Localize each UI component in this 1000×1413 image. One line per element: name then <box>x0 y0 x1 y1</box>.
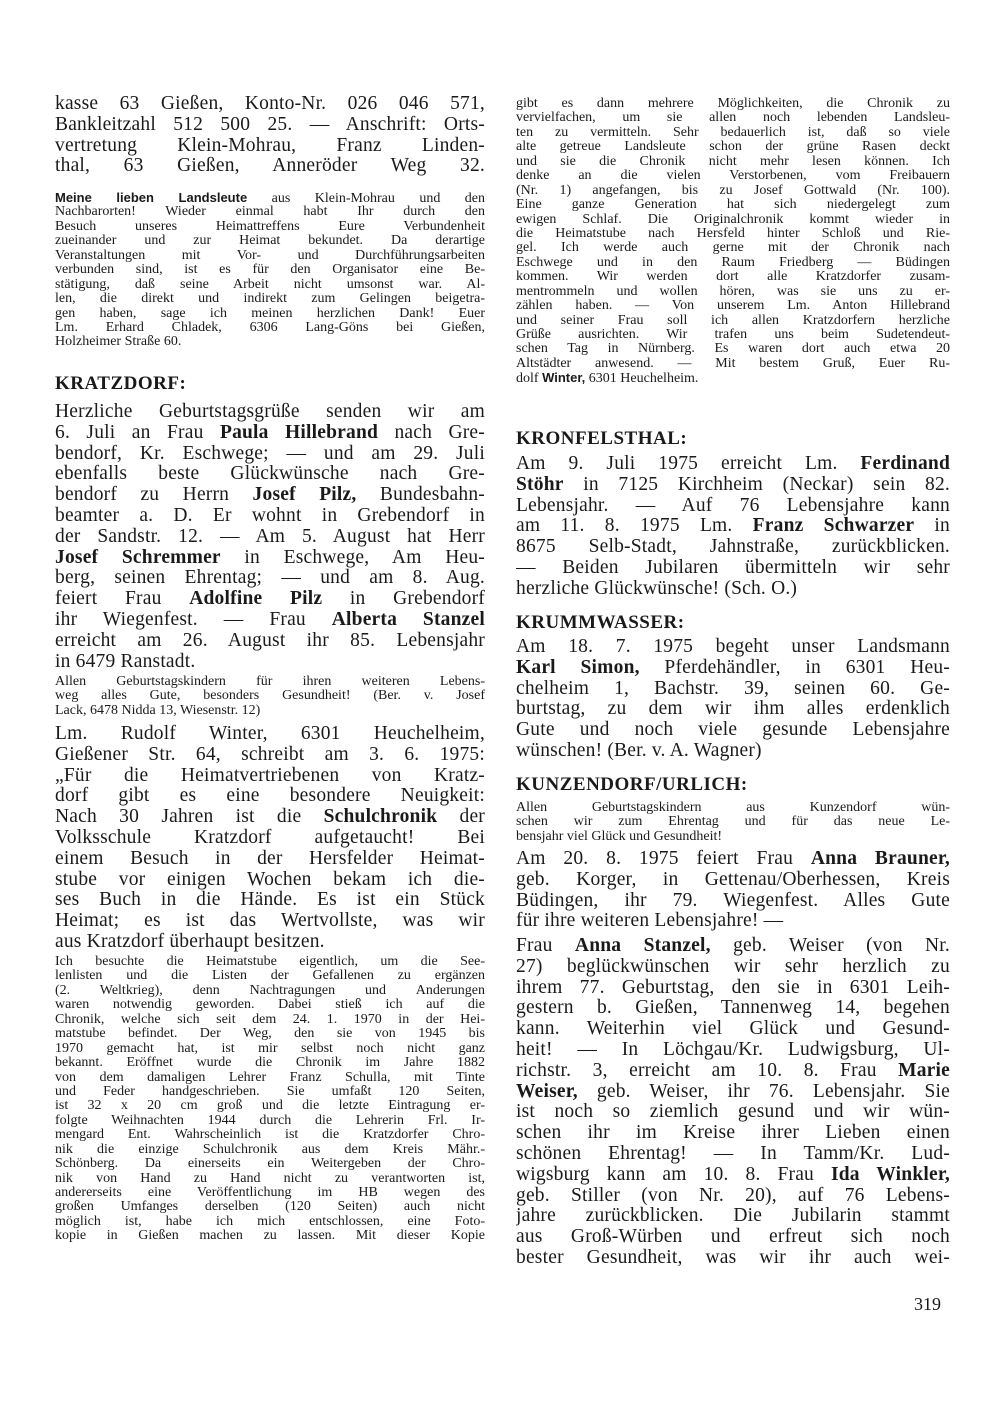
text-line <box>516 579 950 600</box>
text-line <box>55 1114 485 1128</box>
text-run: chelheim 1, Bachstr. 39, seinen 60. Ge- <box>516 678 950 699</box>
text-run: geb. Stiller (von Nr. 20), auf 76 Lebens- <box>516 1185 950 1206</box>
text-run: Gute und noch viele gesunde Lebensjahre <box>516 720 950 741</box>
text-line <box>516 1186 950 1207</box>
text-run: 8675 Selb-Stadt, Jahnstraße, zurückblicken. <box>516 537 950 558</box>
text-line <box>516 911 950 932</box>
text-line <box>516 1019 950 1040</box>
text-run: 6301 Heuchelheim. <box>585 371 699 386</box>
text-line <box>55 485 485 506</box>
text-run: Nach 30 Jahren ist die <box>55 807 324 828</box>
text-line <box>55 548 485 569</box>
bold-name: Meine lieben Landsleute <box>55 191 248 205</box>
text-run: die Heimatstube nach Hersfeld hinter Schloß und Rie- <box>516 226 950 241</box>
text-line <box>55 911 485 932</box>
text-line <box>55 969 485 983</box>
bold-name: Winter, <box>542 371 586 386</box>
text-line <box>516 371 950 385</box>
text-line <box>55 589 485 610</box>
bold-name: Marie <box>898 1060 950 1081</box>
text-run: erreicht am 26. August ihr 85. Lebensjahr <box>55 630 485 651</box>
text-line <box>516 97 950 111</box>
text-line <box>55 205 485 219</box>
paragraph-kratzdorf-birthdays <box>55 402 485 672</box>
text-run: Lack, 6478 Nidda 13, Wiesenstr. 12) <box>55 703 261 718</box>
text-line <box>55 1186 485 1200</box>
text-run: Gießener Str. 64, schreibt am 3. 6. 1975: <box>55 744 485 765</box>
text-run: bensjahr viel Glück und Gesundheit! <box>516 829 723 844</box>
text-run: nik von Hand zu Hand nicht zu verantworten ist, <box>55 1171 485 1186</box>
text-run: kasse 63 Gießen, Konto-Nr. 026 046 571, <box>55 94 485 114</box>
text-line <box>55 745 485 766</box>
text-run: weg alles Gute, besonders Gesundheit! (Ber. v. Josef <box>55 689 485 704</box>
text-line <box>55 115 485 136</box>
text-line <box>55 652 485 673</box>
text-line <box>55 292 485 306</box>
paragraph-schulchronik <box>55 724 485 953</box>
bold-name: Franz Schwarzer <box>752 516 915 537</box>
bold-name: Anna Stanzel, <box>574 936 711 956</box>
text-line <box>516 1248 950 1269</box>
text-run: bendorf, Kr. Eschwege; — und am 29. Juli <box>55 443 485 464</box>
paragraph-chronik-continued <box>516 97 950 386</box>
text-run: geb. Korger, in Gettenau/Oberhessen, Kreis <box>516 869 950 890</box>
text-line <box>55 828 485 849</box>
text-line <box>55 689 485 703</box>
text-run: großen Umfanges derselben (120 Seiten) auch nicht <box>55 1200 485 1215</box>
text-line <box>55 464 485 485</box>
text-run: thal, 63 Gießen, Anneröder Weg 32. <box>55 156 485 177</box>
text-line <box>55 1013 485 1027</box>
text-line <box>55 191 485 205</box>
text-line <box>516 1061 950 1082</box>
text-run: Ich besuchte die Heimatstube eigentlich, um die See- <box>55 955 485 969</box>
text-run: zueinander und zur Heimat bekundet. Da derartige <box>55 234 485 249</box>
text-line <box>55 998 485 1012</box>
text-line <box>516 475 950 496</box>
text-run: (Nr. 1) angefangen, bis zu Josef Gottwald (Nr. 100). <box>516 183 950 198</box>
text-run: wigsburg kann am 10. 8. Frau <box>516 1164 831 1185</box>
text-run: Besuch unseres Heimattreffens Eure Verbundenheit <box>55 219 485 234</box>
text-run: beamter a. D. Er wohnt in Grebendorf in <box>55 505 485 526</box>
paragraph-bank-details <box>55 94 485 177</box>
text-run: richstr. 3, erreicht am 10. 8. Frau <box>516 1060 899 1081</box>
bold-name: Anna Brauner, <box>810 849 950 869</box>
text-run: gibt es dann mehrere Möglichkeiten, die Chronik zu <box>516 97 950 111</box>
text-line <box>516 241 950 255</box>
text-line <box>55 1099 485 1113</box>
text-line <box>55 1215 485 1229</box>
text-line <box>55 724 485 745</box>
bold-name: Schulchronik <box>323 807 438 828</box>
section-heading-kratzdorf: KRATZDORF: <box>55 373 187 394</box>
text-run: Eine ganze Generation hat sich niedergelegt zum <box>516 198 950 213</box>
text-line <box>516 1144 950 1165</box>
text-run: für ihre weiteren Lebensjahre! — <box>516 911 784 932</box>
bold-name: Josef Schremmer <box>55 547 221 568</box>
text-run: am 11. 8. 1975 Lm. <box>516 516 753 537</box>
text-run: Am 9. Juli 1975 erreicht Lm. <box>516 454 861 474</box>
text-run: Grüße ausrichten. Wir trafen uns beim Sudetendeut- <box>516 328 950 342</box>
text-line <box>516 357 950 371</box>
text-run: Nachbarorten! Wieder einmal habt Ihr durch den <box>55 205 485 220</box>
text-line <box>516 1040 950 1061</box>
text-run: kopie in Gießen machen zu lassen. Mit dieser Kopie <box>55 1229 485 1244</box>
text-run: Altstädter anwesend. — Mit bestem Gruß, Euer Ru- <box>516 356 950 371</box>
text-run: in Eschwege, Am Heu- <box>220 547 485 568</box>
text-line <box>516 198 950 212</box>
text-run: ewigen Schlaf. Die Originalchronik kommt wieder in <box>516 212 950 227</box>
text-line <box>55 335 485 349</box>
text-run: dorf gibt es eine besondere Neuigkeit: <box>55 786 485 807</box>
text-run: kommen. Wir werden dort alle Kratzdorfer zusam- <box>516 270 950 285</box>
paragraph-anna-brauner <box>516 849 950 932</box>
text-line <box>55 1128 485 1142</box>
text-run: matstube befindet. Der Weg, den sie von 1945 bis <box>55 1027 485 1042</box>
text-line <box>55 278 485 292</box>
text-run: ten zu vermitteln. Sehr bedauerlich ist, daß so viele <box>516 125 950 140</box>
text-line <box>516 978 950 999</box>
text-line <box>516 126 950 140</box>
text-run: Lm. Erhard Chladek, 6306 Lang-Göns bei Gießen, <box>55 320 485 335</box>
text-line <box>516 184 950 198</box>
text-line <box>55 220 485 234</box>
text-run: kann. Weiterhin viel Glück und Gesund- <box>516 1019 950 1040</box>
text-line <box>55 527 485 548</box>
text-run: vervielfachen, um sie allen noch lebenden Landsleu- <box>516 111 950 126</box>
text-run: Holzheimer Straße 60. <box>55 335 182 350</box>
text-run: geb. Weiser, ihr 76. Lebensjahr. Sie <box>577 1081 950 1102</box>
text-line <box>516 1206 950 1227</box>
text-run: Veranstaltungen mit Vor- und Durchführungsarbeiten <box>55 248 485 263</box>
text-run: mentrommeln und wollen hören, was sie uns zu er- <box>516 284 950 299</box>
text-run: gel. Ich werde auch gerne mit der Chronik nach <box>516 241 950 256</box>
text-run: Heimat; es ist das Wertvollste, was wir <box>55 911 485 932</box>
text-run: ihr Wiegenfest. — Frau <box>55 609 332 630</box>
text-run: bendorf zu Herrn <box>55 485 253 506</box>
paragraph-krummwasser <box>516 637 950 762</box>
text-run: bester Gesundheit, was wir ihr auch wei- <box>516 1247 950 1268</box>
text-run: stätigung, daß seine Arbeit nicht umsonst war. Al- <box>55 277 485 292</box>
text-line <box>55 1200 485 1214</box>
text-line <box>516 496 950 517</box>
text-run: dolf <box>516 371 543 386</box>
section-heading-kunzendorf-urlich: KUNZENDORF/URLICH: <box>516 774 748 795</box>
text-run: in 7125 Kirchheim (Neckar) sein 82. <box>563 474 950 495</box>
text-run: andererseits eine Veröffentlichung im HB wegen des <box>55 1186 485 1200</box>
text-line <box>516 270 950 284</box>
text-line <box>516 213 950 227</box>
text-run: feiert Frau <box>55 589 190 610</box>
text-line <box>516 111 950 125</box>
text-run: einem Besuch in der Hersfelder Heimat- <box>55 848 485 869</box>
text-run: alte getreue Landsleute schon der grüne Rasen deckt <box>516 140 950 155</box>
text-run: lenlisten und die Listen der Gefallenen zu ergänzen <box>55 969 485 984</box>
paragraph-heimatstube <box>55 955 485 1244</box>
text-line <box>55 1229 485 1243</box>
text-line <box>55 631 485 652</box>
paragraph-klein-mohrau <box>55 191 485 350</box>
text-line <box>516 1227 950 1248</box>
text-line <box>516 679 950 700</box>
text-run: „Für die Heimatvertriebenen von Kratz- <box>55 765 485 786</box>
text-line <box>516 299 950 313</box>
paragraph-anna-stanzel <box>516 936 950 1269</box>
text-run: len, die direkt und indirekt zum Gelingen beigetra- <box>55 292 485 307</box>
text-run: verbunden sind, ist es für den Organisator eine Be- <box>55 263 485 278</box>
text-line <box>516 699 950 720</box>
text-line <box>516 256 950 270</box>
text-run: ebenfalls beste Glückwünsche nach Gre- <box>55 464 485 485</box>
text-run: ist 32 x 20 cm groß und die letzte Eintragung er- <box>55 1099 485 1114</box>
text-line <box>55 307 485 321</box>
text-run: möglich ist, habe ich mich entschlossen, eine Foto- <box>55 1214 485 1229</box>
text-line <box>55 136 485 157</box>
text-line <box>55 402 485 423</box>
text-run: der <box>437 807 485 828</box>
text-run: Volksschule Kratzdorf aufgetaucht! Bei <box>55 827 485 848</box>
text-line <box>516 1165 950 1186</box>
text-run: jahre zurückblicken. Die Jubilarin stammt <box>516 1206 950 1227</box>
text-run: schen wir zum Ehrentag und für das neue Le- <box>516 815 950 830</box>
text-line <box>55 263 485 277</box>
text-run: nach Gre- <box>378 422 485 443</box>
text-line <box>516 830 950 844</box>
bold-name: Adolfine Pilz <box>189 589 323 610</box>
text-run: heit! — In Löchgau/Kr. Ludwigsburg, Ul- <box>516 1039 950 1060</box>
text-line <box>55 984 485 998</box>
text-run: zählen haben. — Von unserem Lm. Anton Hillebrand <box>516 299 950 314</box>
text-run: folgte Weihnachten 1944 durch die Lehrerin Frl. Ir- <box>55 1113 485 1128</box>
text-line <box>55 1027 485 1041</box>
bold-name: Ida Winkler, <box>830 1164 950 1185</box>
paragraph-kunzendorf-wishes <box>516 801 950 844</box>
text-run: 1970 gemacht hat, ist mir selbst noch nicht ganz <box>55 1041 485 1056</box>
text-line <box>516 849 950 870</box>
text-line <box>55 1042 485 1056</box>
text-run: Herzliche Geburtstagsgrüße senden wir am <box>55 402 485 422</box>
text-run: — Beiden Jubilaren übermitteln wir sehr <box>516 557 950 578</box>
text-line <box>516 558 950 579</box>
text-line <box>516 658 950 679</box>
text-line <box>516 870 950 891</box>
text-run: Schönberg. Da einerseits ein Weitergeben der Chro- <box>55 1157 485 1172</box>
text-line <box>516 801 950 815</box>
text-run: bekannt. Eröffnet wurde die Chronik im Jahre 1882 <box>55 1056 485 1071</box>
text-line <box>55 890 485 911</box>
text-line <box>55 506 485 527</box>
text-line <box>516 285 950 299</box>
text-line <box>55 1172 485 1186</box>
page-number: 319 <box>914 1294 941 1314</box>
text-line <box>516 741 950 762</box>
text-line <box>55 321 485 335</box>
text-line <box>55 94 485 115</box>
text-run: berg, seinen Ehrentag; — und am 8. Aug. <box>55 568 485 589</box>
text-line <box>516 1102 950 1123</box>
text-run: 27) beglückwünschen wir sehr herzlich zu <box>516 956 950 977</box>
text-line <box>516 155 950 169</box>
text-line <box>516 314 950 328</box>
text-run: in Grebendorf <box>322 589 485 610</box>
text-run: Am 20. 8. 1975 feiert Frau <box>516 849 811 869</box>
text-line <box>55 1071 485 1085</box>
text-run: waren notwendig geworden. Dabei stieß ich auf die <box>55 998 485 1013</box>
text-run: schönen Ehrentag! — In Tamm/Kr. Lud- <box>516 1143 950 1164</box>
text-run: Allen Geburtstagskindern aus Kunzendorf wün- <box>516 801 950 815</box>
text-line <box>55 849 485 870</box>
text-run: und sie die Chronik nicht mehr lesen können. Ich <box>516 154 950 169</box>
paragraph-kratzdorf-wishes <box>55 675 485 718</box>
text-line <box>55 444 485 465</box>
text-line <box>55 568 485 589</box>
text-run: (2. Weltkrieg), denn Nachtragungen und Änderungen <box>55 983 485 998</box>
text-run: Chronik, welche sich seit dem 24. 1. 1970 in der Hei- <box>55 1012 485 1027</box>
text-run: ses Buch in die Hände. Es ist ein Stück <box>55 890 485 911</box>
text-line <box>55 156 485 177</box>
text-run: und seiner Frau soll ich allen Kratzdorfern herzliche <box>516 313 950 328</box>
text-run: Lebensjahr. — Auf 76 Lebensjahre kann <box>516 495 950 516</box>
text-line <box>55 1056 485 1070</box>
text-run: Allen Geburtstagskindern für ihren weiteren Lebens- <box>55 675 485 689</box>
bold-name: Josef Pilz, <box>252 485 357 506</box>
bold-name: Alberta Stanzel <box>331 609 485 630</box>
text-run: der Sandstr. 12. — Am 5. August hat Herr <box>55 526 485 547</box>
text-run: gestern b. Gießen, Tannenweg 14, begehen <box>516 998 950 1019</box>
text-line <box>516 720 950 741</box>
text-run: nik die einzige Schulchronik aus dem Kreis Mähr.- <box>55 1142 485 1157</box>
text-line <box>516 637 950 658</box>
text-line <box>516 891 950 912</box>
text-run: burtstag, zu dem wir ihm alles erdenklich <box>516 699 950 720</box>
text-run: 6. Juli an Frau <box>55 422 220 443</box>
text-line <box>55 955 485 969</box>
text-line <box>55 766 485 787</box>
text-line <box>55 249 485 263</box>
text-line <box>55 675 485 689</box>
text-run: aus Groß-Würben und erfreut sich noch <box>516 1227 950 1248</box>
bold-name: Weiser, <box>516 1081 578 1102</box>
text-line <box>516 1082 950 1103</box>
bold-name: Stöhr <box>516 474 564 495</box>
text-run: herzliche Glückwünsche! (Sch. O.) <box>516 578 798 599</box>
text-run: schen ihr im Kreise ihrer Lieben einen <box>516 1123 950 1144</box>
text-line <box>516 454 950 475</box>
text-run: geb. Weiser (von Nr. <box>710 936 950 956</box>
text-run: ihrem 77. Geburtstag, den sie in 6301 Leih- <box>516 977 950 998</box>
text-run: Lm. Rudolf Winter, 6301 Heuchelheim, <box>55 724 485 744</box>
text-line <box>516 227 950 241</box>
text-line <box>516 936 950 957</box>
text-line <box>55 234 485 248</box>
text-line <box>55 610 485 631</box>
text-line <box>516 140 950 154</box>
text-line <box>55 870 485 891</box>
text-run: in 6479 Ranstadt. <box>55 651 196 672</box>
text-run: gen haben, sage ich meinen herzlichen Dank! Euer <box>55 306 485 321</box>
text-line <box>55 704 485 718</box>
text-run: aus Kratzdorf überhaupt besitzen. <box>55 931 325 952</box>
text-line <box>516 957 950 978</box>
text-run: Frau <box>516 936 575 956</box>
text-run: in <box>914 516 950 537</box>
text-run: Eschwege und in den Raum Friedberg — Büdingen <box>516 255 950 270</box>
text-run: schen Tag in Nürnberg. Es waren dort auch etwa 20 <box>516 342 950 357</box>
bold-name: Ferdinand <box>860 454 950 474</box>
section-heading-kronfelsthal: KRONFELSTHAL: <box>516 428 688 449</box>
bold-name: Karl Simon, <box>516 657 640 678</box>
text-run: ist noch so ziemlich gesund und wir wün- <box>516 1102 950 1123</box>
bold-name: Paula Hillebrand <box>219 422 379 443</box>
text-run: von dem damaligen Lehrer Franz Schulla, mit Tinte <box>55 1070 485 1085</box>
text-run: Am 18. 7. 1975 begeht unser Landsmann <box>516 637 950 657</box>
text-line <box>55 807 485 828</box>
text-line <box>516 815 950 829</box>
text-line <box>516 169 950 183</box>
text-run: Bundesbahn- <box>356 485 485 506</box>
text-run: Büdingen, ihr 79. Wiegenfest. Alles Gute <box>516 890 950 911</box>
text-line <box>55 932 485 953</box>
text-line <box>55 1157 485 1171</box>
text-line <box>55 423 485 444</box>
text-run: wünschen! (Ber. v. A. Wagner) <box>516 740 762 761</box>
text-run: vertretung Klein-Mohrau, Franz Linden- <box>55 135 485 156</box>
text-run: Bankleitzahl 512 500 25. — Anschrift: Orts- <box>55 114 485 135</box>
text-line <box>516 342 950 356</box>
text-line <box>516 998 950 1019</box>
text-run: mengard Ent. Wahrscheinlich ist die Kratzdorfer Chro- <box>55 1128 485 1143</box>
section-heading-krummwasser: KRUMMWASSER: <box>516 612 685 633</box>
text-line <box>516 537 950 558</box>
text-line <box>516 516 950 537</box>
text-run: und Feder handgeschrieben. Sie umfaßt 120 Seiten, <box>55 1084 485 1099</box>
text-line <box>516 328 950 342</box>
text-line <box>55 1085 485 1099</box>
paragraph-kronfelsthal <box>516 454 950 600</box>
text-run: Pferdehändler, in 6301 Heu- <box>639 657 950 678</box>
text-run: aus Klein-Mohrau und den <box>247 191 485 206</box>
text-line <box>55 786 485 807</box>
text-line <box>516 1123 950 1144</box>
text-run: stube vor einigen Wochen bekam ich die- <box>55 869 485 890</box>
text-run: denke an die vielen Verstorbenen, vom Freibauern <box>516 169 950 184</box>
text-line <box>55 1143 485 1157</box>
